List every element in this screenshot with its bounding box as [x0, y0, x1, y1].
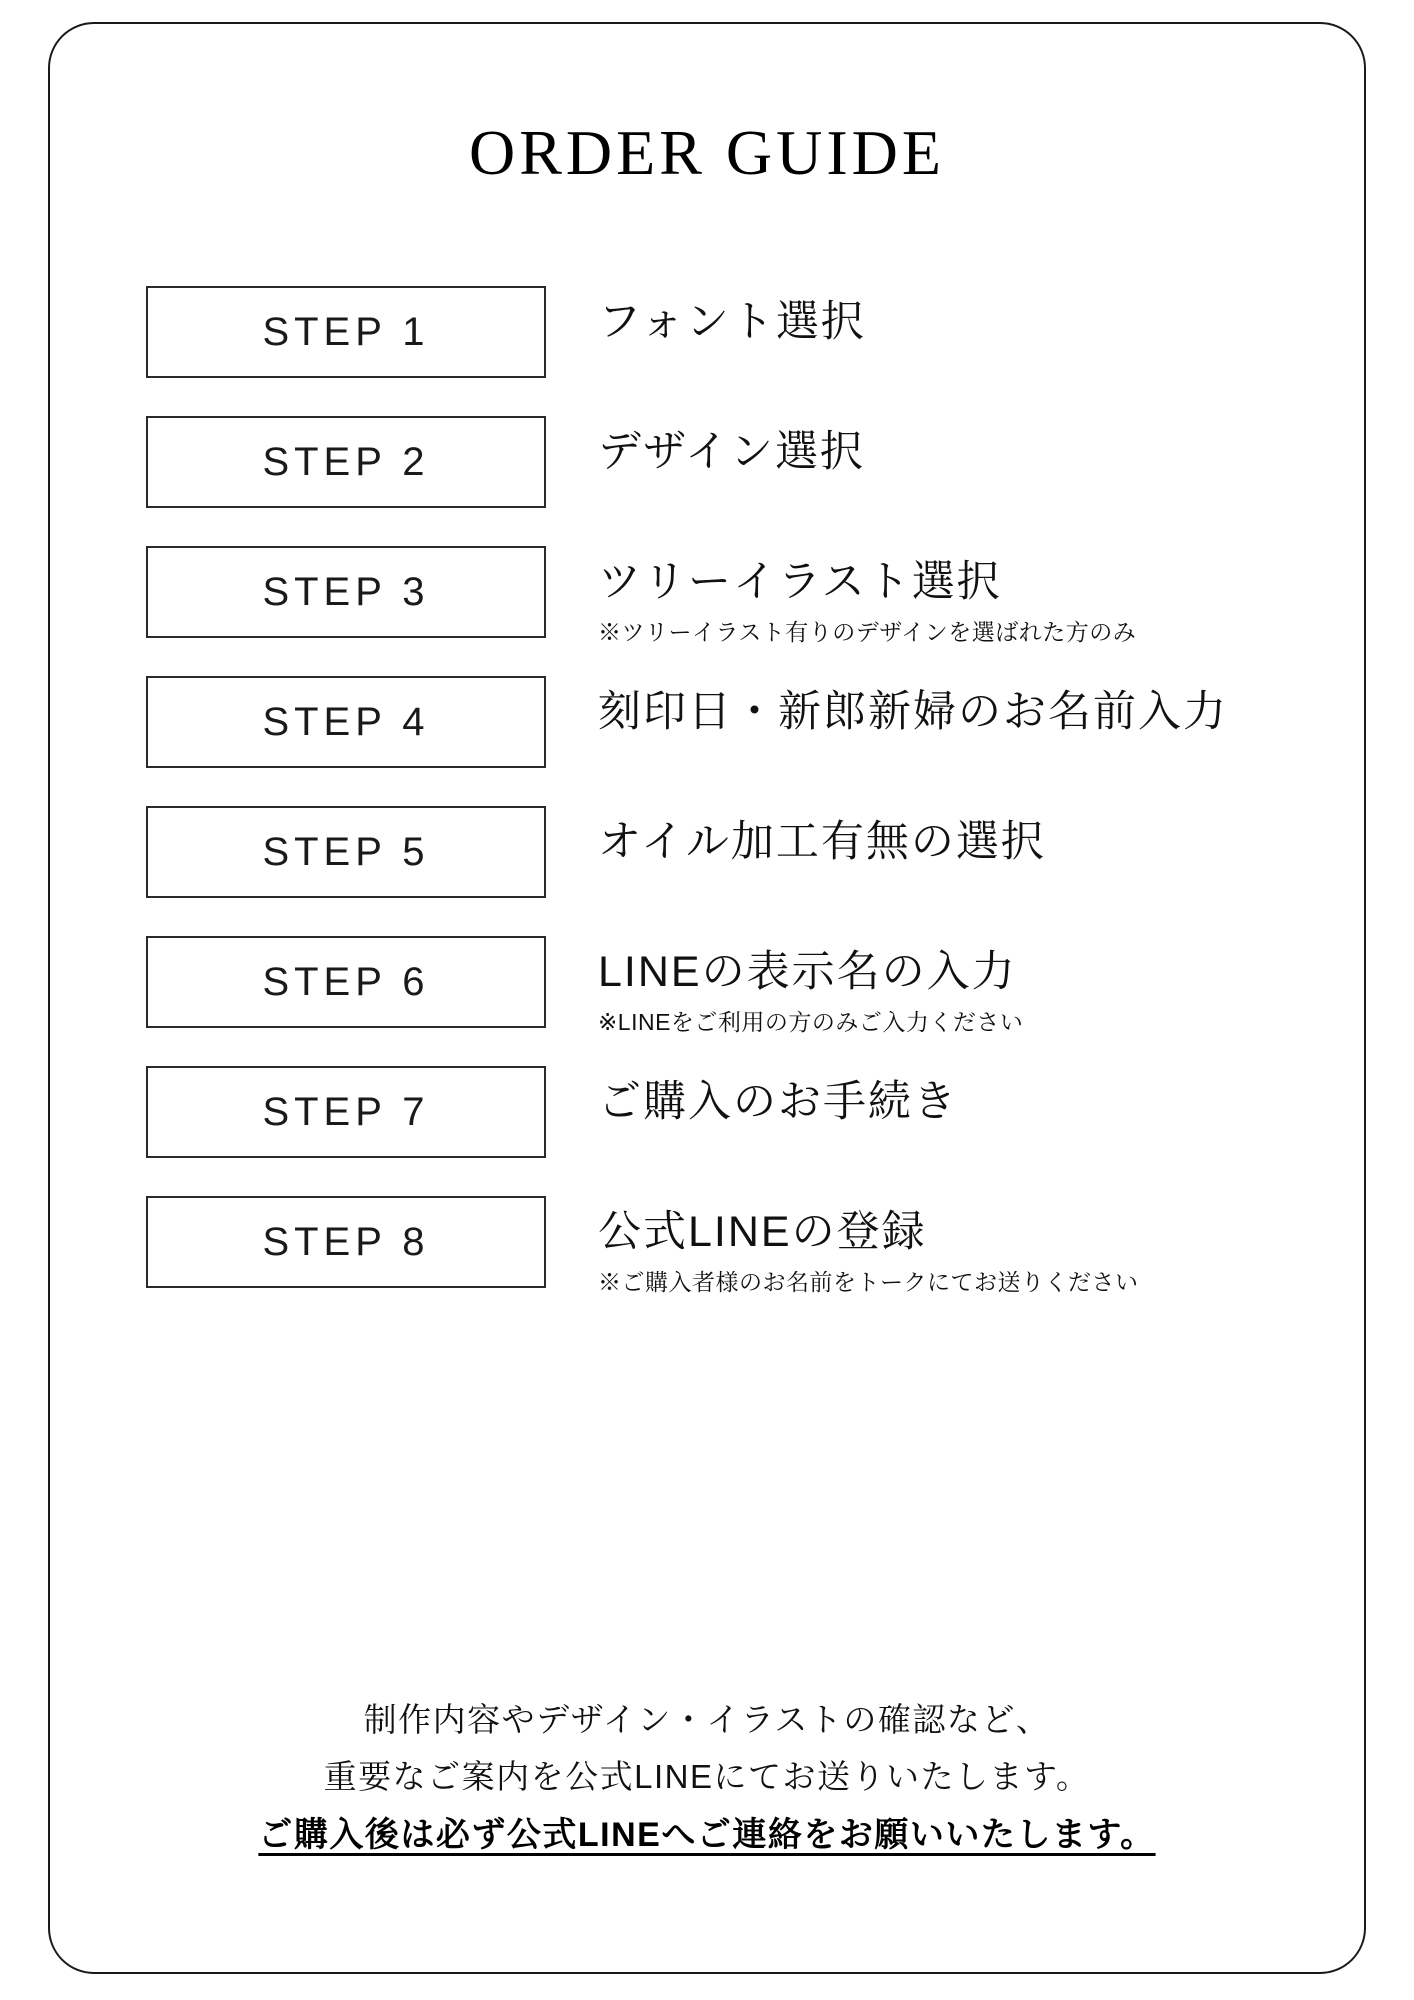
step-badge-label: STEP 1 — [262, 309, 430, 354]
footer-notice — [50, 1692, 1364, 1865]
footer-line-2: 重要なご案内を公式LINEにてお送りいたします。 — [323, 1757, 1091, 1795]
step-list — [50, 286, 1364, 1326]
step-badge-3 — [146, 546, 546, 638]
step-badge-1 — [146, 286, 546, 378]
footer-line-1: 制作内容やデザイン・イラストの確認など、 — [363, 1701, 1051, 1738]
step-description: 公式LINEの登録 — [598, 1208, 927, 1256]
step-description: LINEの表示名の入力 — [598, 948, 1017, 996]
step-description: デザイン選択 — [598, 428, 865, 476]
step-note: ※ツリーイラスト有りのデザインを選ばれた方のみ — [598, 618, 1137, 645]
step-content-3 — [598, 546, 1136, 647]
step-badge-label: STEP 7 — [262, 1089, 430, 1134]
list-item — [50, 1066, 1364, 1196]
step-badge-label: STEP 8 — [262, 1219, 430, 1264]
step-badge-label: STEP 3 — [262, 569, 430, 614]
footer-line-3: ご購入後は必ず公式LINEへご連絡をお願いいたします。 — [258, 1815, 1156, 1854]
step-description: ご購入のお手続き — [598, 1078, 958, 1126]
step-badge-5 — [146, 806, 546, 898]
list-item — [50, 806, 1364, 936]
step-badge-label: STEP 5 — [262, 829, 430, 874]
step-description: オイル加工有無の選択 — [598, 818, 1046, 866]
list-item — [50, 1196, 1364, 1326]
step-content-5 — [598, 806, 1046, 870]
list-item — [50, 936, 1364, 1066]
step-badge-6 — [146, 936, 546, 1028]
step-content-2 — [598, 416, 865, 480]
step-badge-4 — [146, 676, 546, 768]
step-badge-label: STEP 4 — [262, 699, 430, 744]
step-description: フォント選択 — [598, 298, 866, 346]
step-content-7 — [598, 1066, 958, 1130]
step-badge-label: STEP 2 — [262, 439, 430, 484]
page-title: ORDER GUIDE — [469, 117, 945, 188]
step-note: ※LINEをご利用の方のみご入力ください — [598, 1008, 1024, 1035]
step-badge-8 — [146, 1196, 546, 1288]
step-description: ツリーイラスト選択 — [598, 558, 1002, 606]
step-content-6 — [598, 936, 1023, 1037]
list-item — [50, 416, 1364, 546]
list-item — [50, 676, 1364, 806]
step-badge-7 — [146, 1066, 546, 1158]
order-guide-card — [48, 22, 1366, 1974]
list-item — [50, 286, 1364, 416]
step-content-8 — [598, 1196, 1139, 1297]
step-content-4 — [598, 676, 1228, 740]
step-description: 刻印日・新郎新婦のお名前入力 — [598, 688, 1228, 736]
step-badge-2 — [146, 416, 546, 508]
step-note: ※ご購入者様のお名前をトークにてお送りください — [598, 1268, 1139, 1295]
step-content-1 — [598, 286, 866, 350]
step-badge-label: STEP 6 — [262, 959, 430, 1004]
list-item — [50, 546, 1364, 676]
